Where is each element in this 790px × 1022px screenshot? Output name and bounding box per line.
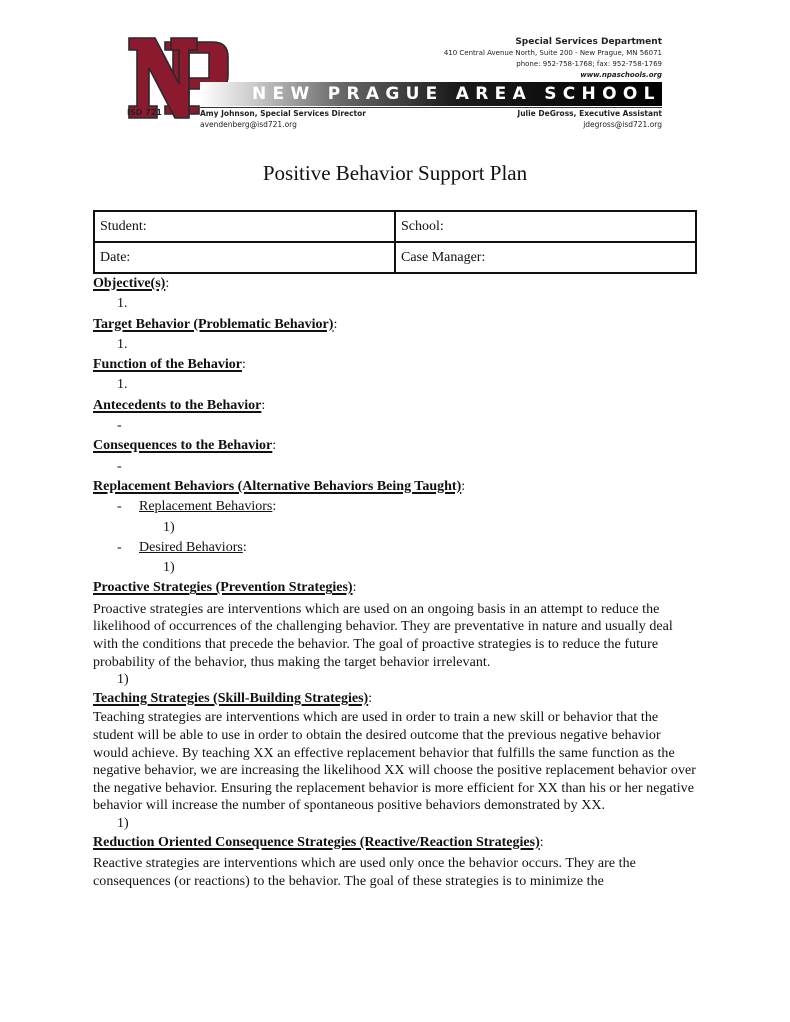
- consequence-item[interactable]: -: [117, 458, 122, 474]
- school-name: NEW PRAGUE AREA SCHOOLS: [252, 84, 680, 104]
- objective-item[interactable]: 1.: [117, 296, 128, 312]
- replacement-behavior-item[interactable]: 1): [163, 519, 175, 535]
- student-field[interactable]: Student:: [94, 211, 395, 242]
- section-heading-antecedents: Antecedents to the Behavior:: [93, 397, 266, 413]
- section-heading-function: Function of the Behavior:: [93, 357, 246, 373]
- department-phone-fax: phone: 952-758-1768; fax: 952-758-1769: [516, 60, 662, 68]
- desired-behavior-item[interactable]: 1): [163, 560, 175, 576]
- page-title: Positive Behavior Support Plan: [262, 161, 528, 185]
- student-info-table: [93, 210, 697, 274]
- assistant-contact: [517, 109, 662, 131]
- date-field[interactable]: Date:: [94, 242, 395, 273]
- letterhead: [0, 0, 790, 140]
- table-row: [94, 211, 696, 242]
- function-item[interactable]: 1.: [117, 377, 128, 393]
- antecedent-item[interactable]: -: [117, 418, 122, 434]
- reactive-description: Reactive strategies are interventions which are used only once the behavior occurs. They are the consequences (or reactions) to the behavior. The goal of these strategies is to minimize the: [93, 856, 636, 889]
- section-heading-teaching: Teaching Strategies (Skill-Building Strategies):: [93, 691, 373, 707]
- table-row: [94, 242, 696, 273]
- section-heading-replacement: Replacement Behaviors (Alternative Behaviors Being Taught):: [93, 478, 466, 494]
- proactive-description: Proactive strategies are interventions which are used on an ongoing basis in an attempt to reduce the likelihood of occurrences of the challenging behavior. They are preventative in nature and usually deal with the conditions that precede the behavior. The goal of proactive strategies is to reduce the future probability of the behavior, thus making the target behavior irrelevant.: [93, 601, 673, 670]
- case-manager-field[interactable]: Case Manager:: [395, 242, 696, 273]
- assistant-name: Julie DeGross, Executive Assistant: [517, 109, 662, 118]
- desired-behaviors-subsection: - Desired Behaviors:: [93, 538, 698, 558]
- target-behavior-item[interactable]: 1.: [117, 336, 128, 352]
- section-heading-target-behavior: Target Behavior (Problematic Behavior):: [93, 316, 338, 332]
- director-email[interactable]: avendenberg@isd721.org: [200, 120, 297, 129]
- department-info: [444, 36, 662, 80]
- district-label: ISD 721: [127, 108, 162, 117]
- director-name: Amy Johnson, Special Services Director: [200, 109, 366, 118]
- section-heading-consequences: Consequences to the Behavior:: [93, 438, 277, 454]
- teaching-item[interactable]: 1): [117, 815, 129, 831]
- proactive-item[interactable]: 1): [117, 672, 129, 688]
- banner-divider: [200, 107, 662, 108]
- department-name: Special Services Department: [515, 37, 662, 47]
- dash-bullet: -: [117, 539, 122, 555]
- department-address: 410 Central Avenue North, Suite 200 - New Prague, MN 56071: [443, 49, 662, 57]
- school-field[interactable]: School:: [395, 211, 696, 242]
- section-heading-reactive: Reduction Oriented Consequence Strategies (Reactive/Reaction Strategies):: [93, 834, 544, 850]
- replacement-behaviors-subsection: - Replacement Behaviors:: [93, 497, 698, 517]
- dash-bullet: -: [117, 499, 122, 515]
- teaching-description: Teaching strategies are interventions which are used in order to train a new skill or behavior that the student will be able to use in order to obtain the desired outcome that the previous negative behavior would achieve. By teaching XX an effective replacement behavior that fulfills the same function as the negative behavior, we are increasing the likelihood XX will choose the positive replacement behavior over the negative behavior. Ensuring the replacement behavior is more efficient for XX than his or her negative behavior will increase the number of spontaneous positive behaviors demonstrated by XX.: [93, 710, 696, 814]
- section-heading-proactive: Proactive Strategies (Prevention Strategies):: [93, 580, 357, 596]
- assistant-email[interactable]: jdegross@isd721.org: [583, 120, 662, 129]
- department-website[interactable]: www.npaschools.org: [580, 71, 662, 79]
- director-contact: [200, 109, 366, 131]
- plan-body: [93, 274, 698, 890]
- section-heading-objectives: Objective(s):: [93, 276, 170, 291]
